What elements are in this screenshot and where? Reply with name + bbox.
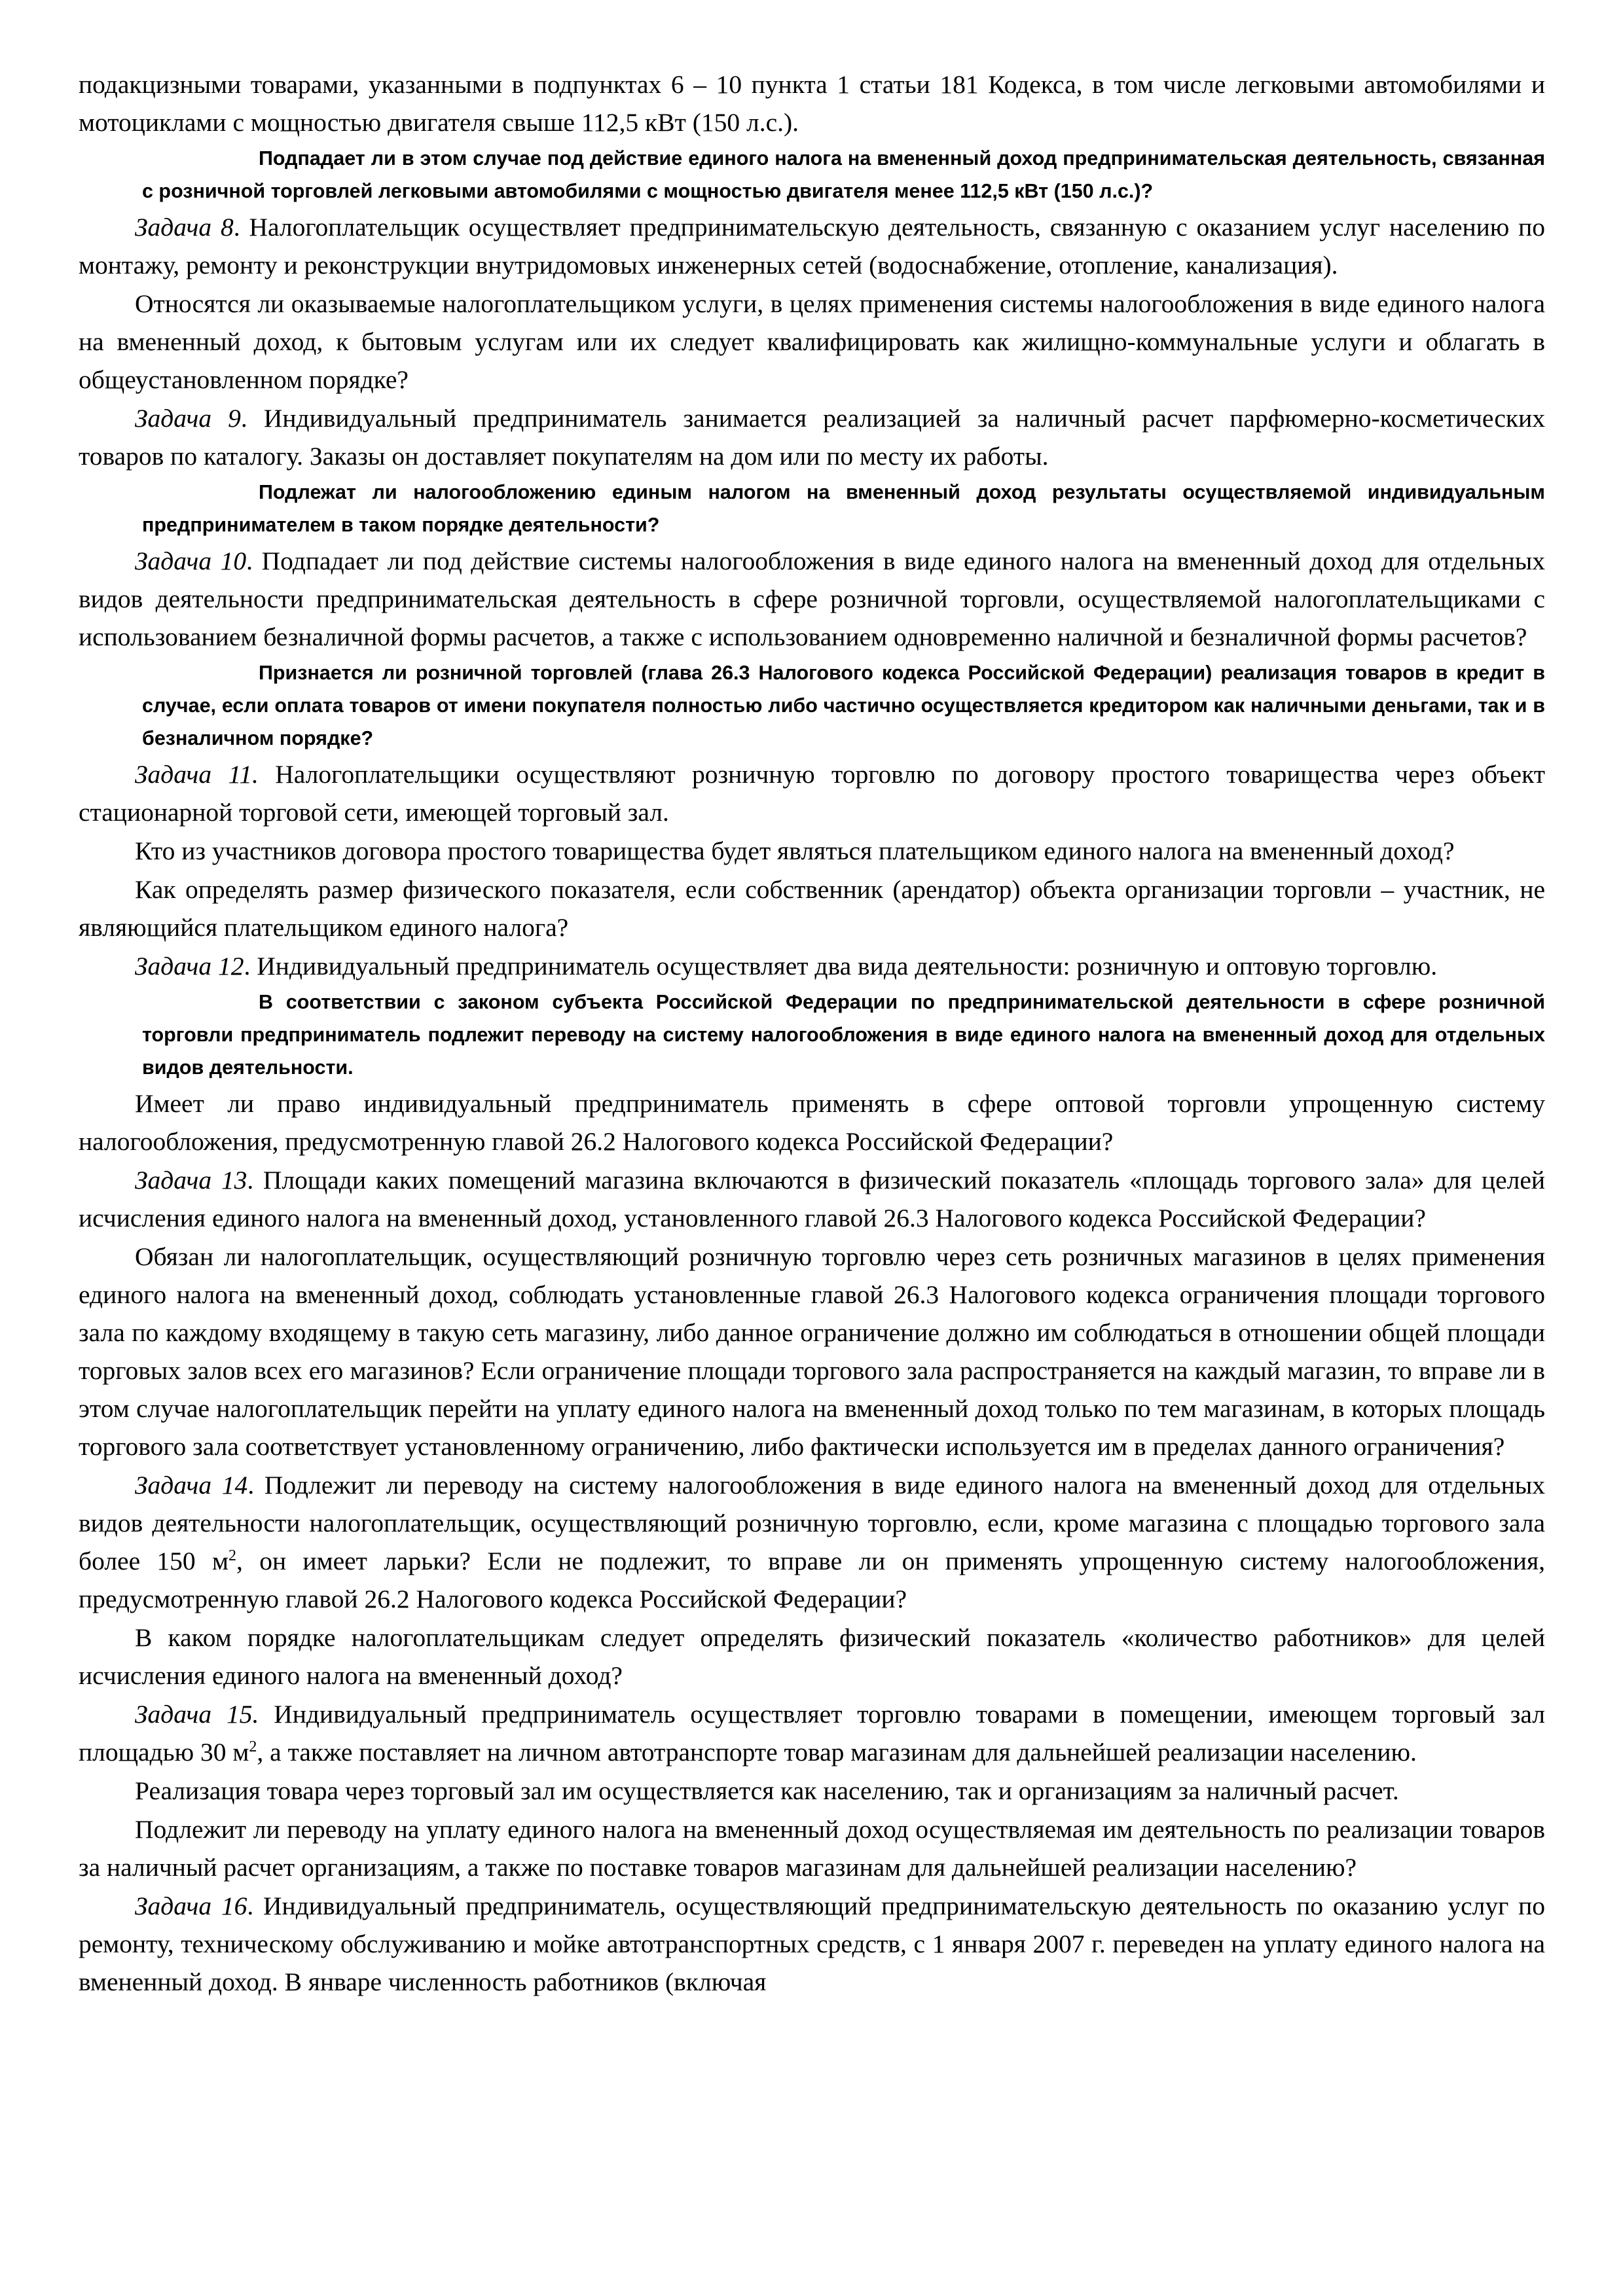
- paragraph: Реализация товара через торговый зал им осуществляется как населению, так и организациям за наличный расчет.: [135, 1776, 1399, 1805]
- task-label: Задача 13: [135, 1166, 247, 1194]
- task-10-paragraph: Задача 10. Подпадает ли под действие системы налогообложения в виде единого налога на вмененный доход для отдельных видов деятельности предпринимательская деятельность в сфере розничной торговли, осуществляемой налогоплательщиками с использованием безналичной формы расчетов, а также с использованием одновременно наличной и безналичной формы расчетов?: [79, 547, 1545, 651]
- paragraph: Имеет ли право индивидуальный предприниматель применять в сфере оптовой торговли упрощенную систему налогообложения, предусмотренную главой 26.2 Налогового кодекса Российской Федерации?: [79, 1089, 1545, 1156]
- task-label: Задача 9: [135, 404, 241, 433]
- superscript: 2: [249, 1738, 257, 1755]
- question-paragraph: Подпадает ли в этом случае под действие единого налога на вмененный доход предпринимательская деятельность, связанная с розничной торговлей легковыми автомобилями с мощностью двигателя менее 112,5 кВт (150 л.с.)?: [142, 147, 1545, 202]
- paragraph: Кто из участников договора простого товарищества будет являться плательщиком единого налога на вмененный доход?: [135, 836, 1455, 865]
- task-label: Задача 14: [135, 1471, 248, 1499]
- paragraph-continuation: подакцизными товарами, указанными в подпунктах 6 – 10 пункта 1 статьи 181 Кодекса, в том числе легковыми автомобилями и мотоциклами с мощностью двигателя свыше 112,5 кВт (150 л.с.).: [79, 70, 1545, 137]
- task-15-paragraph: Задача 15. Индивидуальный предприниматель осуществляет торговлю товарами в помещении, имеющем торговый зал площадью 30 $м^2$, а также поставляет на личном автотранспорте товар магазинам для дальнейшей реализации населению.: [79, 1700, 1545, 1767]
- task-13-paragraph: Задача 13. Площади каких помещений магазина включаются в физический показатель «площадь торгового зала» для целей исчисления единого налога на вмененный доход, установленного главой 26.3 Налогового кодекса Российской Федерации?: [79, 1166, 1545, 1232]
- task-label: Задача 11.: [135, 760, 259, 789]
- superscript: 2: [228, 1547, 237, 1564]
- question-paragraph: Подлежат ли налогообложению единым налогом на вмененный доход результаты осуществляемой индивидуальным предпринимателем в таком порядке деятельности?: [142, 481, 1545, 536]
- question-paragraph: В соответствии с законом субъекта Российской Федерации по предпринимательской деятельности в сфере розничной торговли предприниматель подлежит переводу на систему налогообложения в виде единого налога на вмененный доход для отдельных видов деятельности.: [142, 991, 1545, 1079]
- task-9-paragraph: Задача 9. Индивидуальный предприниматель занимается реализацией за наличный расчет парфюмерно-косметических товаров по каталогу. Заказы он доставляет покупателям на дом или по месту их работы.: [79, 404, 1545, 471]
- task-11-paragraph: Задача 11. Налогоплательщики осуществляют розничную торговлю по договору простого товарищества через объект стационарной торговой сети, имеющей торговый зал.: [79, 760, 1545, 827]
- document-page: [79, 65, 1545, 2001]
- paragraph: Обязан ли налогоплательщик, осуществляющий розничную торговлю через сеть розничных магазинов в целях применения единого налога на вмененный доход, соблюдать установленные главой 26.3 Налогового кодекса ограничения площади торгового зала по каждому входящему в такую сеть магазину, либо данное ограничение должно им соблюдаться в отношении общей площади торговых залов всех его магазинов? Если ограничение площади торгового зала распространяется на каждый магазин, то вправе ли в этом случае налогоплательщик перейти на уплату единого налога на вмененный доход только по тем магазинам, в которых площадь торгового зала соответствует установленному ограничению, либо фактически используется им в пределах данного ограничения?: [79, 1242, 1545, 1461]
- task-16-paragraph: Задача 16. Индивидуальный предприниматель, осуществляющий предпринимательскую деятельность по оказанию услуг по ремонту, техническому обслуживанию и мойке автотранспортных средств, с 1 января 2007 г. переведен на уплату единого налога на вмененный доход. В январе численность работников (включая: [79, 1892, 1545, 1996]
- task-label: Задача 12: [135, 952, 244, 980]
- task-12-paragraph: Задача 12. Индивидуальный предприниматель осуществляет два вида деятельности: розничную и оптовую торговлю.: [135, 952, 1438, 980]
- task-label: Задача 15.: [135, 1700, 259, 1729]
- task-label: Задача 10: [135, 547, 247, 575]
- task-label: Задача 16: [135, 1892, 247, 1920]
- paragraph: Как определять размер физического показателя, если собственник (арендатор) объекта организации торговли – участник, не являющийся плательщиком единого налога?: [79, 875, 1545, 942]
- task-14-paragraph: Задача 14. Подлежит ли переводу на систему налогообложения в виде единого налога на вмененный доход для отдельных видов деятельности налогоплательщик, осуществляющий розничную торговлю, если, кроме магазина с площадью торгового зала более 150 $м^2$, он имеет ларьки? Если не подлежит, то вправе ли он применять упрощенную систему налогообложения, предусмотренную главой 26.2 Налогового кодекса Российской Федерации?: [79, 1471, 1545, 1613]
- question-paragraph: Признается ли розничной торговлей (глава 26.3 Налогового кодекса Российской Федерации) реализация товаров в кредит в случае, если оплата товаров от имени покупателя полностью либо частично осуществляется кредитором как наличными деньгами, так и в безналичном порядке?: [142, 662, 1545, 749]
- task-8-paragraph: Задача 8. Налогоплательщик осуществляет предпринимательскую деятельность, связанную с оказанием услуг населению по монтажу, ремонту и реконструкции внутридомовых инженерных сетей (водоснабжение, отопление, канализация).: [79, 213, 1545, 279]
- paragraph: Относятся ли оказываемые налогоплательщиком услуги, в целях применения системы налогообложения в виде единого налога на вмененный доход, к бытовым услугам или их следует квалифицировать как жилищно-коммунальные услуги и облагать в общеустановленном порядке?: [79, 289, 1545, 394]
- task-label: Задача 8: [135, 213, 234, 242]
- paragraph: Подлежит ли переводу на уплату единого налога на вмененный доход осуществляемая им деятельность по реализации товаров за наличный расчет организациям, а также по поставке товаров магазинам для дальнейшей реализации населению?: [79, 1815, 1545, 1882]
- paragraph: В каком порядке налогоплательщикам следует определять физический показатель «количество работников» для целей исчисления единого налога на вмененный доход?: [79, 1623, 1545, 1690]
